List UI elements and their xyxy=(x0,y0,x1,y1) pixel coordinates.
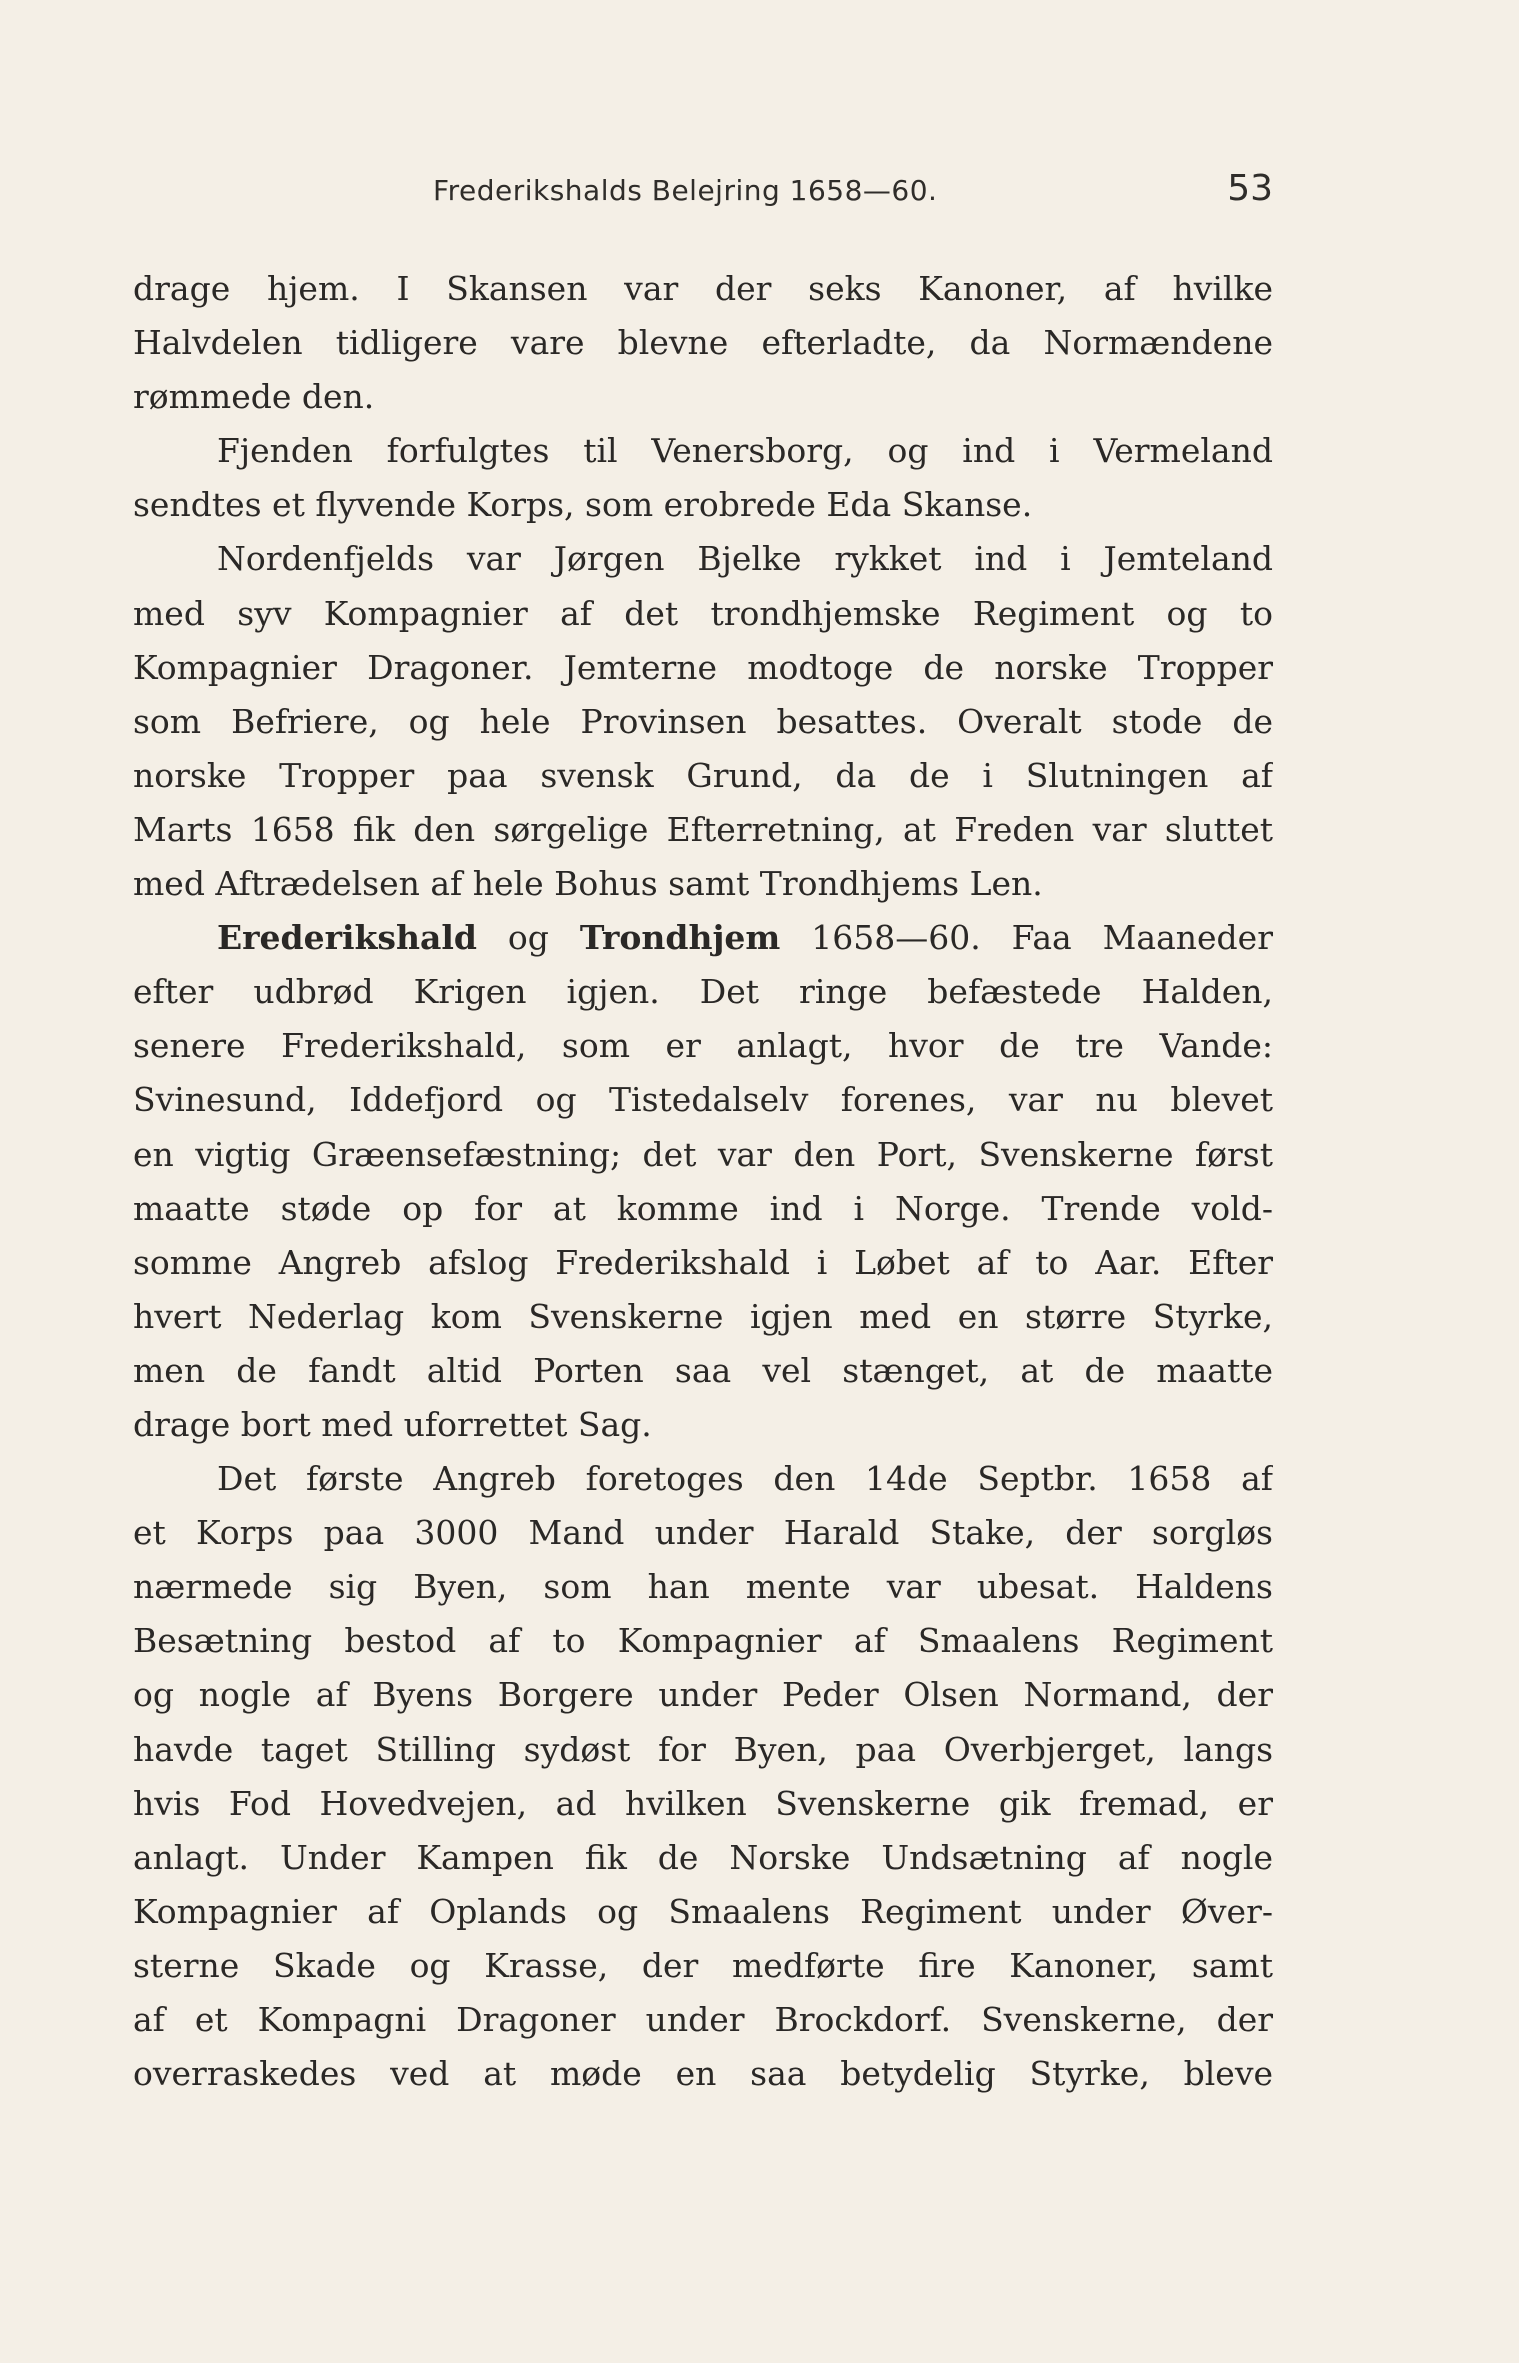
text-line: Besætning bestod af to Kompagnier af Smaalens Regiment xyxy=(133,1621,1273,1661)
text-line: hvert Nederlag kom Svenskerne igjen med en større Styrke, xyxy=(133,1296,1273,1336)
text-line: et Korps paa 3000 Mand under Harald Stake, der sorgløs xyxy=(133,1513,1273,1553)
text-line: Marts 1658 fik den sørgelige Efterretning, at Freden var sluttet xyxy=(133,809,1273,849)
text-line: overraskedes ved at møde en saa betydelig Styrke, bleve xyxy=(133,2054,1273,2094)
text-line: sendtes et flyvende Korps, som erobrede Eda Skanse. xyxy=(133,485,1033,525)
text-line: maatte støde op for at komme ind i Norge. Trende vold- xyxy=(133,1188,1273,1228)
text-line: Svinesund, Iddefjord og Tistedalselv forenes, var nu blevet xyxy=(133,1080,1273,1120)
text-line: Halvdelen tidligere vare blevne efterladte, da Normændene xyxy=(133,323,1273,363)
text-line: sterne Skade og Krasse, der medførte fire Kanoner, samt xyxy=(133,1945,1273,1985)
text-line: Det første Angreb foretoges den 14de Septbr. 1658 af xyxy=(217,1459,1273,1499)
page-number: 53 xyxy=(1227,168,1273,209)
text-line: senere Frederikshald, som er anlagt, hvor de tre Vande: xyxy=(133,1026,1273,1066)
body-text xyxy=(133,262,1273,2101)
text-line: norske Tropper paa svensk Grund, da de i Slutningen af xyxy=(133,755,1273,795)
text-line: med Aftrædelsen af hele Bohus samt Trondhjems Len. xyxy=(133,864,1043,904)
section-heading-line xyxy=(133,911,1273,965)
text-line: rømmede den. xyxy=(133,377,375,417)
text-line: som Befriere, og hele Provinsen besattes. Overalt stode de xyxy=(133,701,1273,741)
text-line: men de fandt altid Porten saa vel stænget, at de maatte xyxy=(133,1350,1273,1390)
section-heading-trondhjem: Trondhjem xyxy=(579,918,781,958)
text-line: drage hjem. I Skansen var der seks Kanoner, af hvilke xyxy=(133,269,1273,308)
text-line: Fjenden forfulgtes til Venersborg, og ind i Vermeland xyxy=(217,431,1273,471)
text-line: anlagt. Under Kampen fik de Norske Undsætning af nogle xyxy=(133,1837,1273,1877)
text-line: Nordenfjelds var Jørgen Bjelke rykket ind i Jemteland xyxy=(217,539,1273,579)
text-line: med syv Kompagnier af det trondhjemske Regiment og to xyxy=(133,593,1273,633)
text-line: Kompagnier af Oplands og Smaalens Regiment under Øver- xyxy=(133,1891,1273,1931)
text-line: en vigtig Græensefæstning; det var den Port, Svenskerne først xyxy=(133,1134,1273,1174)
text-line: drage bort med uforrettet Sag. xyxy=(133,1404,652,1444)
heading-rest: 1658—60. Faa Maaneder xyxy=(780,918,1273,958)
text-line: hvis Fod Hovedvejen, ad hvilken Svenskerne gik fremad, er xyxy=(133,1783,1273,1823)
running-title: Frederikshalds Belejring 1658—60. xyxy=(433,174,938,207)
text-line: havde taget Stilling sydøst for Byen, paa Overbjerget, langs xyxy=(133,1729,1273,1769)
section-heading-frederikshald: Erederikshald xyxy=(217,918,477,958)
text-line: af et Kompagni Dragoner under Brockdorf. Svenskerne, der xyxy=(133,2000,1273,2039)
text-line: efter udbrød Krigen igjen. Det ringe befæstede Halden, xyxy=(133,972,1273,1012)
text-line: og nogle af Byens Borgere under Peder Olsen Normand, der xyxy=(133,1675,1273,1715)
text-line: nærmede sig Byen, som han mente var ubesat. Haldens xyxy=(133,1567,1273,1607)
text-line: Kompagnier Dragoner. Jemterne modtoge de norske Tropper xyxy=(133,647,1273,687)
text-line: somme Angreb afslog Frederikshald i Løbet af to Aar. Efter xyxy=(133,1242,1273,1282)
page-header xyxy=(133,168,1273,228)
heading-connector: og xyxy=(476,918,580,958)
